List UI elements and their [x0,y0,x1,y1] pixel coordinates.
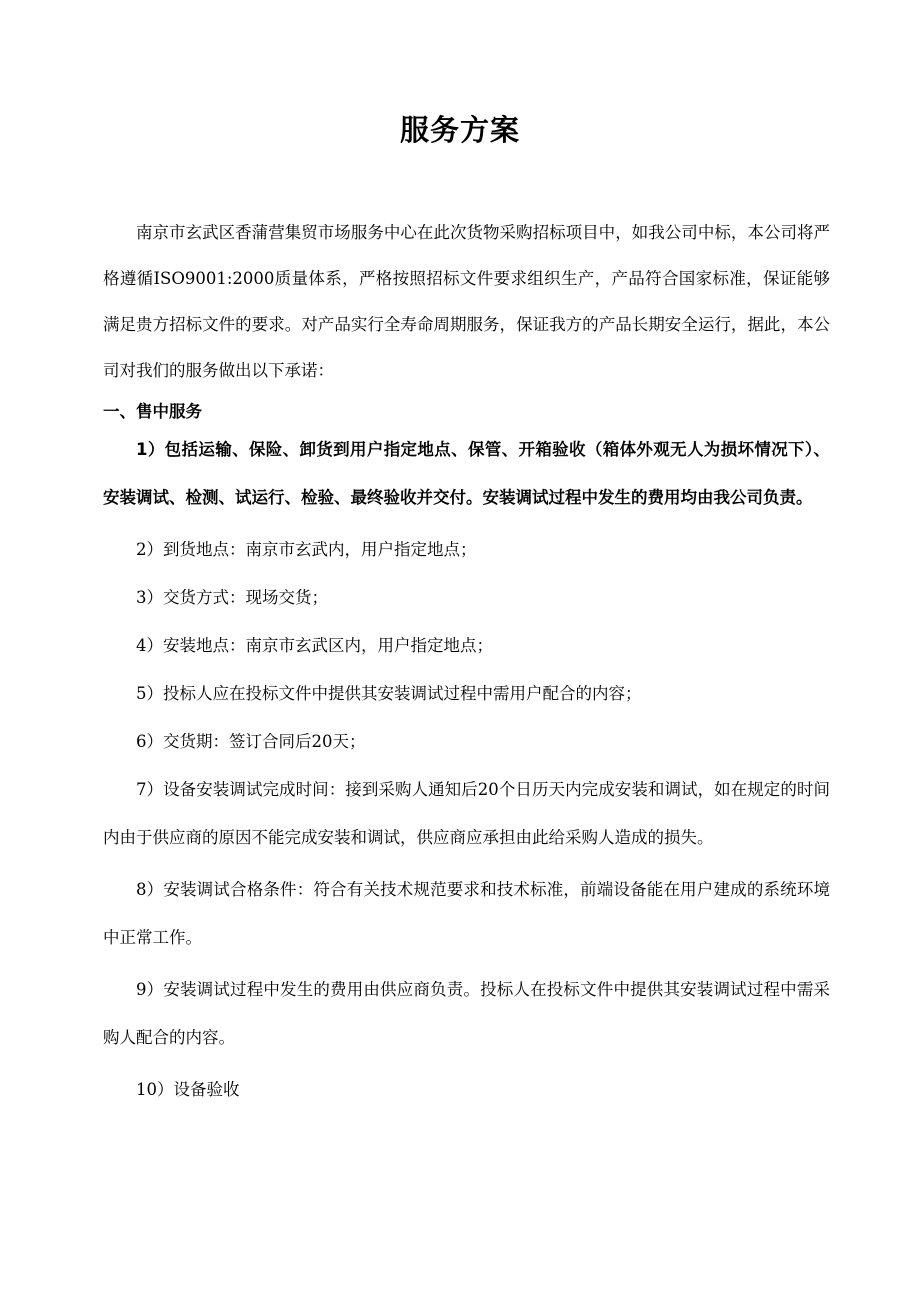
list-item-9: 9）安装调试过程中发生的费用由供应商负责。投标人在投标文件中提供其安装调试过程中需采购人配合的内容。 [103,980,830,1047]
intro-paragraph: 南京市玄武区香蒲营集贸市场服务中心在此次货物采购招标项目中，如我公司中标，本公司将严格遵循ISO9001:2000质量体系，严格按照招标文件要求组织生产，产品符合国家标准，保证能够满足贵方招标文件的要求。对产品实行全寿命周期服务，保证我方的产品长期安全运行，据此，本公司对我们的服务做出以下承诺： [103,223,830,380]
list-item-1: 1）包括运输、保险、卸货到用户指定地点、保管、开箱验收（箱体外观无人为损坏情况下）、安装调试、检测、试运行、检验、最终验收并交付。安装调试过程中发生的费用均由我公司负责。 [103,440,830,507]
list-item-5: 5）投标人应在投标文件中提供其安装调试过程中需用户配合的内容； [136,684,642,703]
list-item-2: 2）到货地点：南京市玄武内，用户指定地点； [136,540,477,559]
list-item-3: 3）交货方式：现场交货； [136,588,328,607]
list-item-8: 8）安装调试合格条件：符合有关技术规范要求和技术标准，前端设备能在用户建成的系统环境中正常工作。 [103,880,830,947]
list-item-7: 7）设备安装调试完成时间：接到采购人通知后20个日历天内完成安装和调试，如在规定的时间内由于供应商的原因不能完成安装和调试，供应商应承担由此给采购人造成的损失。 [103,780,830,847]
section-heading: 一、售中服务 [103,402,202,421]
document-body [103,210,830,1114]
list-item-10: 10）设备验收 [136,1080,240,1099]
list-item-6: 6）交货期：签订合同后20天； [136,732,366,751]
document-title: 服务方案 [399,113,520,147]
list-item-4: 4）安装地点：南京市玄武区内，用户指定地点； [136,636,493,655]
